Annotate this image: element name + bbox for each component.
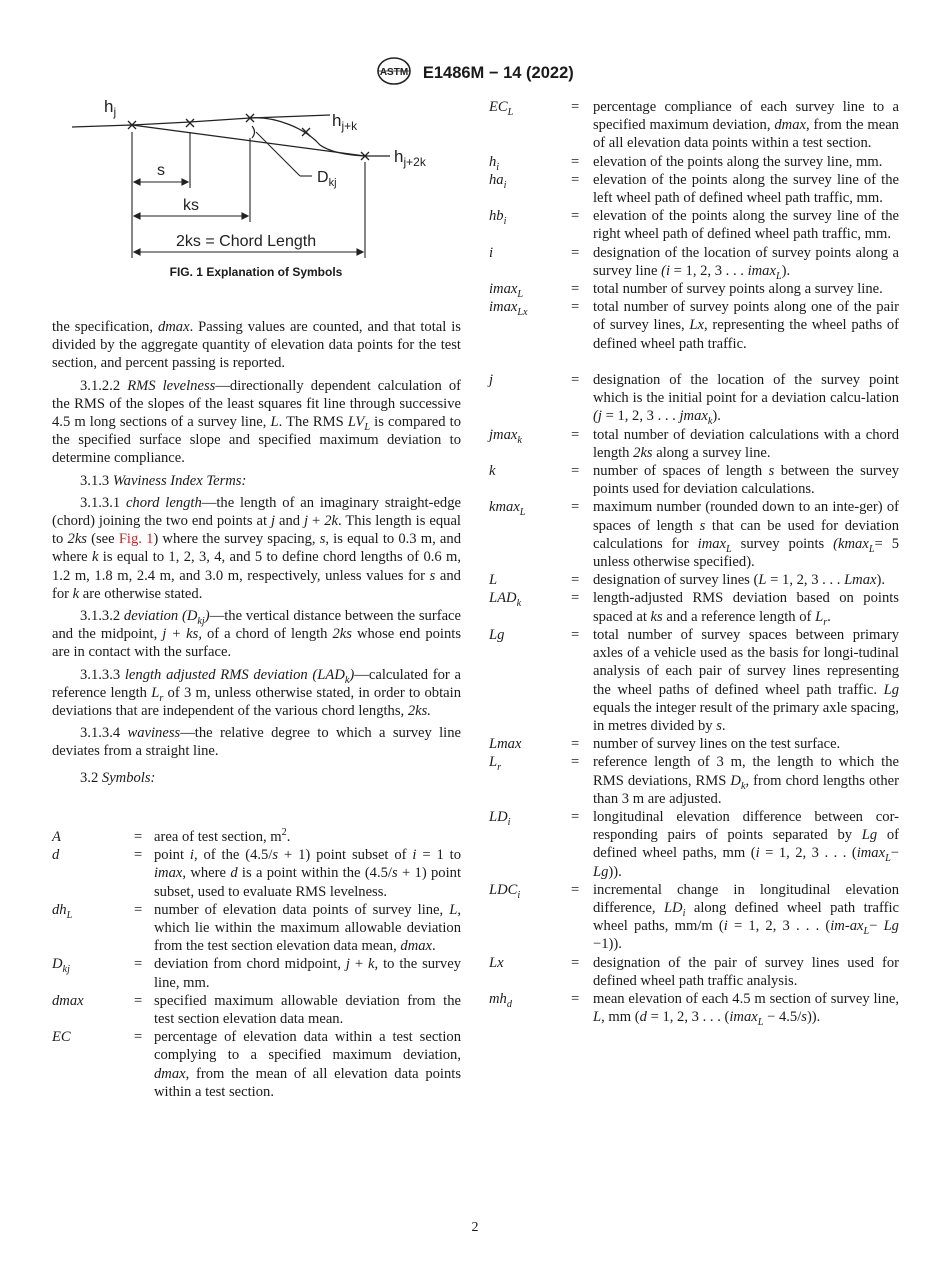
symbol-eq: = bbox=[571, 281, 580, 298]
symbol-eq: = bbox=[571, 626, 580, 643]
paragraph-chord-length: 3.1.3.1 chord length—the length of an imaginary straight-edge (chord) joining the two end points at j and j + 2k. This length is equal to 2ks (see Fig. 1) where the survey spacing, s, is equal to 0.3 m, and where k is equal to 1, 2, 3, 4, and 5 to define chord lengths of 0.6 m, 1.2 m, 1.8 m, 2.4 m, and 3.0 m, respectively, unless values for s and for k are otherwise stated. bbox=[52, 494, 462, 602]
symbol-def: designation of the location of survey points along a survey line (i = 1, 2, 3 . . . imax$_L$). bbox=[593, 244, 899, 282]
symbol-def: longitudinal elevation difference between cor-responding pairs of points separated by Lg of defined wheel paths, mm (i = 1, 2, 3 . . . (imax$_L$− Lg)). bbox=[593, 808, 899, 880]
symbol-term: k bbox=[489, 463, 496, 480]
symbol-eq: = bbox=[571, 299, 580, 316]
symbol-term: EC bbox=[52, 1029, 71, 1046]
symbol-term: dmax bbox=[52, 992, 84, 1009]
symbol-def: specified maximum allowable deviation from the test section elevation data mean. bbox=[154, 992, 461, 1028]
symbol-term: Lmax bbox=[489, 736, 522, 753]
symbol-term: imax$_L$ bbox=[489, 281, 524, 300]
symbol-term: $dh_L$ bbox=[52, 901, 73, 921]
symbol-def: reference length of 3 m, the length to which the RMS deviations, RMS $D_k$, from chord lengths other than 3 m are adjusted. bbox=[593, 754, 900, 807]
symbol-eq: = bbox=[571, 590, 580, 607]
symbol-def: mean elevation of each 4.5 m section of survey line, L, mm (d = 1, 2, 3 . . . (imax$_L$ − 4.5/s)). bbox=[593, 990, 899, 1029]
symbol-term: j bbox=[489, 372, 494, 389]
symbol-def: elevation of the points along the survey line of the right wheel path of defined wheel path traffic, mm. bbox=[593, 208, 899, 243]
symbol-def: area of test section, $m^2$. bbox=[154, 827, 291, 845]
symbol-eq: = bbox=[571, 99, 580, 115]
paragraph-waviness: 3.1.3.4 waviness—the relative degree to which a survey line deviates from a straight line. bbox=[52, 725, 461, 760]
symbol-eq: = bbox=[571, 463, 580, 480]
symbol-term: $mh_d$ bbox=[489, 990, 512, 1010]
symbol-eq: = bbox=[134, 829, 143, 845]
paragraph-lad: 3.1.3.3 length adjusted RMS deviation $(LAD_k)—calculated$ for a reference length $L_r$ of 3 m, unless otherwise stated, in order to obtain deviations that are independent of the various chord lengths, 2ks. bbox=[52, 666, 462, 720]
symbols-list-left bbox=[52, 828, 461, 1101]
symbol-def: total number of survey spaces between primary axles of a vehicle used as the basis for longi-tudinal analysis of each pair of survey lines representing the wheel paths of defined wheel path traffic. Lg equals the integer result of the primary axle spacing, in metres divided by s. bbox=[593, 626, 899, 734]
symbol-eq: = bbox=[571, 572, 580, 589]
page-header bbox=[0, 56, 950, 91]
label-hjk: $h_{j+k}$ bbox=[332, 111, 358, 133]
label-ks: ks bbox=[183, 197, 199, 214]
symbol-def: designation of the pair of survey lines used for defined wheel path traffic analysis. bbox=[593, 954, 899, 989]
symbol-term: Lx bbox=[489, 954, 504, 971]
symbol-term: $D_{kj}$ bbox=[52, 956, 70, 976]
symbol-term: $L_r$ bbox=[489, 754, 502, 774]
symbol-term: imax$_{Lx}$ bbox=[489, 299, 528, 319]
paragraph-deviation: 3.1.3.2 deviation $(D_{kj})—the$ vertical distance between the surface and the midpoint, j + ks, of a chord of length 2ks whose end points are in contact with the surface. bbox=[52, 608, 462, 661]
label-dkj: $D_{kj}$ bbox=[317, 169, 337, 189]
symbol-def: number of spaces of length s between the survey points used for deviation calculations. bbox=[593, 463, 899, 498]
symbol-def: number of survey lines on the test surface. bbox=[593, 736, 841, 753]
symbol-term: $LDC_i$ bbox=[489, 881, 521, 901]
label-hj: $h_j$ bbox=[104, 97, 117, 119]
symbol-term: kmax$_L$ bbox=[489, 499, 526, 519]
symbol-eq: = bbox=[571, 881, 580, 898]
symbol-eq: = bbox=[571, 426, 580, 443]
symbol-eq: = bbox=[134, 901, 143, 918]
symbol-def: number of elevation data points of survey line, L, which lie within the maximum allowable deviation from the test section elevation data mean, dmax. bbox=[154, 901, 461, 955]
symbol-eq: = bbox=[571, 153, 580, 170]
symbol-eq: = bbox=[134, 956, 143, 973]
symbol-eq: = bbox=[134, 992, 143, 1009]
symbol-term: $h_i$ bbox=[489, 153, 500, 173]
symbol-term: $ha_i$ bbox=[489, 171, 507, 191]
symbol-def: elevation of the points along the survey line, mm. bbox=[593, 153, 883, 170]
symbol-term: L bbox=[489, 572, 498, 589]
page-number: 2 bbox=[471, 1220, 479, 1235]
symbol-def: percentage of elevation data within a test section complying to a specified maximum deviation, dmax, from the mean of all elevation data points within a test section. bbox=[154, 1029, 461, 1100]
astm-logo-icon bbox=[376, 56, 412, 91]
paragraph-waviness-terms: 3.1.3 Waviness Index Terms: bbox=[80, 472, 247, 489]
symbol-eq: = bbox=[571, 736, 580, 753]
symbol-eq: = bbox=[571, 208, 580, 225]
label-hj2k: $h_{j+2k}$ bbox=[394, 147, 426, 169]
symbol-term: $hb_i$ bbox=[489, 208, 507, 228]
symbol-eq: = bbox=[134, 847, 143, 864]
symbol-term: $LAD_k$ bbox=[489, 590, 522, 610]
symbol-term: i bbox=[489, 244, 494, 261]
symbol-def: total number of deviation calculations with a chord length 2ks along a survey line. bbox=[593, 426, 899, 461]
symbol-eq: = bbox=[571, 372, 580, 389]
symbol-def: incremental change in longitudinal elevation difference, $LD_i$ along defined wheel path traffic wheel paths, mm/m (i = 1, 2, 3 . . . $(im-ax_L- Lg -1)$). bbox=[593, 881, 900, 953]
symbol-def: total number of survey points along a survey line. bbox=[593, 281, 883, 298]
label-s: s bbox=[157, 162, 165, 179]
symbol-term: jmax$_k$ bbox=[489, 426, 522, 446]
figure-1 bbox=[60, 90, 426, 280]
symbol-term: $EC_L$ bbox=[489, 99, 514, 118]
symbol-eq: = bbox=[571, 171, 580, 188]
symbol-eq: = bbox=[571, 954, 580, 971]
svg-text:ASTM: ASTM bbox=[380, 67, 409, 78]
symbol-term: $LD_i$ bbox=[489, 808, 511, 828]
left-column bbox=[52, 318, 461, 791]
symbol-eq: = bbox=[134, 1029, 143, 1046]
symbol-eq: = bbox=[571, 499, 580, 516]
symbol-def: point i, of the (4.5/s + 1) point subset of i = 1 to imax, where d is a point within the (4.5/s + 1) point subset, used to evaluate RMS levelness. bbox=[154, 847, 461, 900]
symbol-eq: = bbox=[571, 990, 580, 1007]
symbol-def: percentage compliance of each survey line to a specified maximum deviation, dmax, from the mean of all elevation data points within a test section. bbox=[593, 99, 899, 152]
figure-caption: FIG. 1 Explanation of Symbols bbox=[169, 265, 343, 279]
symbol-term: Lg bbox=[489, 626, 505, 643]
symbol-def: length-adjusted RMS deviation based on points spaced at ks and a reference length of $L_r$. bbox=[593, 590, 899, 628]
document-title: E1486M − 14 (2022) bbox=[422, 64, 574, 82]
paragraph-passing-values: the specification, dmax. Passing values are counted, and that total is divided by the aggregate quantity of elevation data points for the test section, and percent passing is reported. bbox=[52, 319, 461, 372]
paragraph-rms-levelness: 3.1.2.2 RMS levelness—directionally dependent calculation of the RMS of the slopes of the least squares fit line through successive 4.5 m long sections of a survey line, L. The RMS $LV_L$ is compared to the specified surface slope and specified maximum deviation to determine compliance. bbox=[52, 377, 461, 467]
paragraph-symbols-heading: 3.2 Symbols: bbox=[80, 769, 156, 786]
symbol-def: maximum number (rounded down to an inte-ger) of spaces of length s that can be used for deviation calculations for imax$_L$ survey points (kmax$_L$= 5 unless otherwise specified). bbox=[593, 499, 899, 571]
symbol-def: designation of survey lines (L = 1, 2, 3 . . . Lmax). bbox=[593, 572, 886, 589]
symbol-def: total number of survey points along one of the pair of survey lines, Lx, representing the wheel paths of defined wheel path traffic. bbox=[593, 299, 899, 352]
symbol-term: d bbox=[52, 847, 60, 864]
explanation-of-symbols-diagram bbox=[60, 90, 460, 265]
symbol-eq: = bbox=[571, 754, 580, 771]
label-chord-length: 2ks = Chord Length bbox=[176, 233, 317, 250]
symbol-eq: = bbox=[571, 808, 580, 825]
fig-1-link[interactable]: Fig. 1 bbox=[118, 531, 154, 548]
symbol-def: designation of the location of the survey point which is the initial point for a deviation calcu-lation (j = 1, 2, 3 . . . jmax$_k$). bbox=[593, 372, 899, 428]
symbol-def: elevation of the points along the survey line of the left wheel path of defined wheel path traffic, mm. bbox=[593, 171, 899, 207]
symbol-term: A bbox=[52, 829, 61, 845]
symbol-def: deviation from chord midpoint, j + k, to the survey line, mm. bbox=[154, 956, 461, 991]
symbol-eq: = bbox=[571, 244, 580, 261]
symbols-list-right bbox=[489, 98, 900, 1029]
